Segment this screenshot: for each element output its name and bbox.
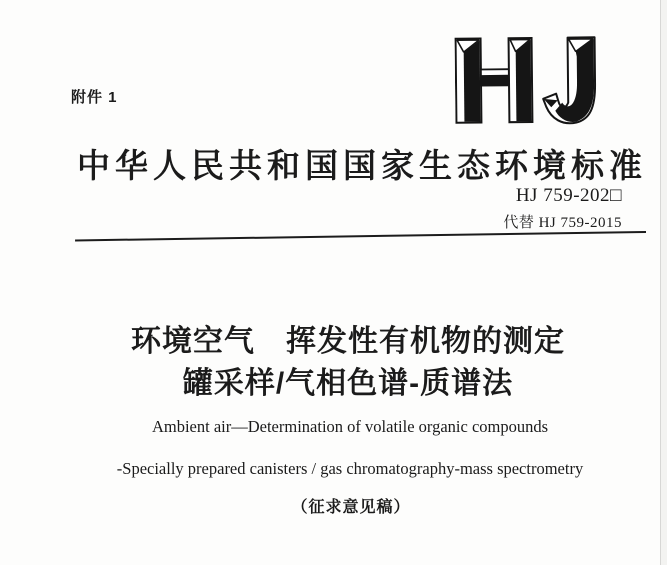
standard-number: HJ 759-202□ xyxy=(515,185,622,206)
document-title-cn-line1: 环境空气 挥发性有机物的测定 xyxy=(131,325,565,358)
document-title-en-line1: Ambient air—Determination of volatile organic compounds xyxy=(151,417,549,436)
replaces-standard: 代替 HJ 759-2015 xyxy=(503,215,622,231)
hj-logo xyxy=(455,35,602,127)
scan-page-edge xyxy=(661,0,667,565)
document-title-cn-line2: 罐采样/气相色谱-质谱法 xyxy=(182,367,514,400)
national-standard-title: 中华人民共和国国家生态环境标准 xyxy=(77,149,647,185)
hj-logo-icon xyxy=(455,35,602,127)
header-divider-rule xyxy=(75,231,646,241)
document-title-en-line2: -Specially prepared canisters / gas chromatography-mass spectrometry xyxy=(116,459,584,478)
scan-page-edge-line xyxy=(660,0,661,565)
attachment-label: 附件 1 xyxy=(71,89,118,106)
draft-for-comments-note: （征求意见稿） xyxy=(291,499,411,516)
standard-designation-block xyxy=(503,185,622,232)
